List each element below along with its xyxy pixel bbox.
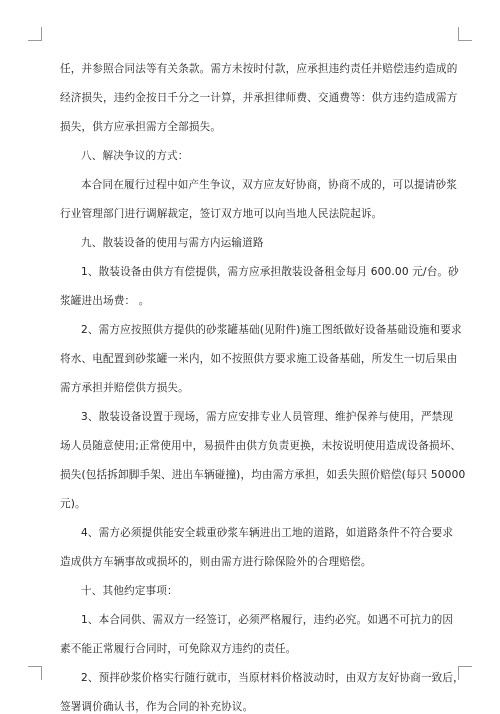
text-line: 将水、电配置到砂浆罐一米内，如不按照供方要求施工设备基础，所发生一切后果由 bbox=[60, 353, 458, 365]
text-line: 浆罐进出场费： 。 bbox=[60, 295, 150, 307]
section-heading: 八、解决争议的方式： bbox=[81, 150, 189, 162]
text-line: 损失，供方应承担需方全部损失。 bbox=[60, 121, 222, 133]
text-line: 2、预拌砂浆价格实行随行就市，当原材料价格波动时，由双方友好协商一致后， bbox=[81, 672, 464, 684]
text-line: 损失(包括拆卸脚手架、进出车辆碰撞)，均由需方承担，如丢失照价赔偿(每只 50000 bbox=[60, 469, 466, 481]
text-line: 本合同在履行过程中如产生争议，双方应友好协商，协商不成的，可以提请砂浆 bbox=[81, 179, 458, 191]
text-line: 元)。 bbox=[60, 498, 86, 510]
text-line: 2、需方应按照供方提供的砂浆罐基础(见附件)施工图纸做好设备基础设施和要求 bbox=[81, 324, 462, 336]
text-line: 1、本合同供、需双方一经签订，必须严格履行，违约必究。如遇不可抗力的因 bbox=[81, 614, 454, 626]
text-line: 经济损失，违约金按日千分之一计算，并承担律师费、交通费等：供方违约造成需方 bbox=[60, 92, 458, 104]
text-line: 需方承担并赔偿供方损失。 bbox=[60, 382, 189, 394]
crop-mark-top-right-h bbox=[458, 40, 472, 41]
crop-mark-top-left-v bbox=[41, 27, 42, 41]
text-line: 3、散装设备设置于现场，需方应安排专业人员管理、维护保养与使用，严禁现 bbox=[81, 411, 454, 423]
text-line: 1、散装设备由供方有偿提供，需方应承担散装设备租金每月 600.00 元/台。砂 bbox=[81, 266, 459, 278]
text-line: 任，并参照合同法等有关条款。需方未按时付款，应承担违约责任并赔偿违约造成的 bbox=[60, 63, 458, 75]
crop-mark-top-right-v bbox=[458, 27, 459, 41]
text-line: 4、需方必须提供能安全载重砂浆车辆进出工地的道路，如道路条件不符合要求 bbox=[81, 527, 454, 539]
crop-mark-bottom-left-h bbox=[28, 666, 42, 667]
crop-mark-bottom-right-h bbox=[458, 666, 472, 667]
text-line: 造成供方车辆事故或损坏的，则由需方进行除保险外的合理赔偿。 bbox=[60, 556, 372, 568]
text-line: 行业管理部门进行调解裁定，签订双方地可以向当地人民法院起诉。 bbox=[60, 208, 383, 220]
crop-mark-top-left-h bbox=[28, 40, 42, 41]
crop-mark-bottom-left-v bbox=[41, 666, 42, 680]
text-line: 场人员随意使用;正常使用中，易损件由供方负责更换，未按说明使用造成设备损坏、 bbox=[60, 440, 462, 452]
text-line: 素不能正常履行合同时，可免除双方违约的责任。 bbox=[60, 643, 297, 655]
text-line: 签署调价确认书，作为合同的补充协议。 bbox=[60, 701, 254, 713]
section-heading: 九、散装设备的使用与需方内运输道路 bbox=[81, 237, 264, 249]
section-heading: 十、其他约定事项： bbox=[81, 585, 178, 597]
